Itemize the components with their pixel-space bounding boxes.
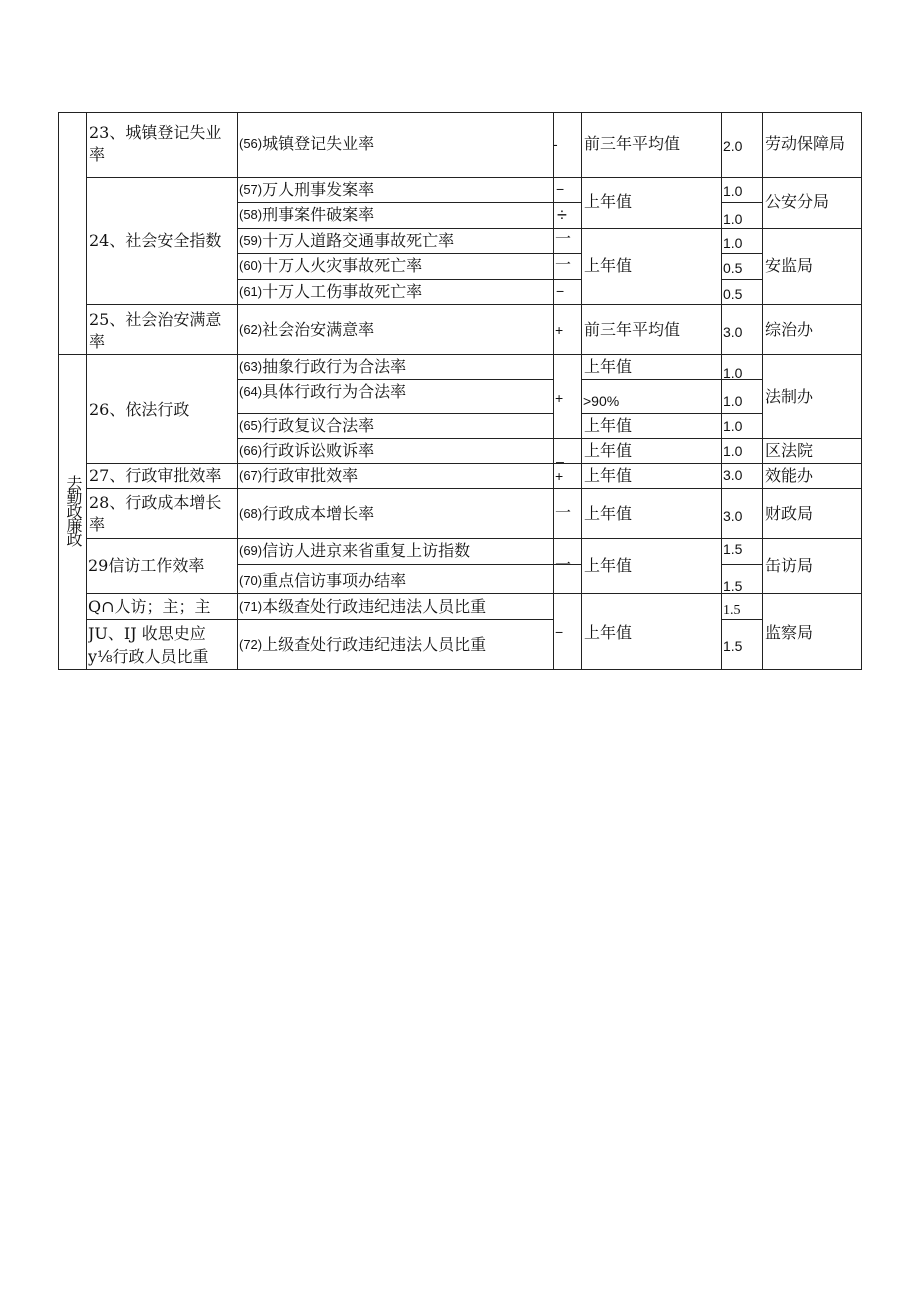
department: 财政局 [765,504,814,523]
standard-value: 前三年平均值 [584,320,681,339]
weight-value: 1.5 [723,578,743,594]
weight-value: 3.0 [723,467,743,483]
weight-value: 1.0 [723,183,743,199]
row-line [86,488,862,489]
table-border-right [861,112,862,670]
direction-mark: − [556,283,565,299]
standard-value: 上年值 [584,192,633,211]
department: 监察局 [765,623,814,642]
standard-value: 上年值 [584,556,633,575]
subrow-line [721,202,762,203]
department: 区法院 [765,441,814,460]
direction-mark: + [555,322,564,338]
table-border-bottom [58,669,862,670]
col-divider-5 [721,112,722,670]
department: 劳动保障局 [765,134,846,153]
weight-value: 2.0 [723,138,743,154]
item-label: 26、依法行政 [89,400,190,419]
direction-mark: 一 [555,555,572,574]
direction-mark: − [555,624,564,640]
subrow-line [237,413,553,414]
weight-value: 1.0 [723,211,743,227]
item-label: 27、行政审批效率 [89,466,222,485]
direction-mark: ÷ [557,205,567,225]
department: 效能办 [765,466,814,485]
weight-value: 1.0 [723,443,743,459]
standard-value: 上年值 [584,416,633,435]
col-divider-4 [581,112,582,670]
weight-value: 1.0 [723,235,743,251]
direction-mark: − [556,181,565,197]
weight-value: 1.5 [723,541,743,557]
direction-mark: + [555,390,564,406]
item-label: 29信访工作效率 [88,556,205,575]
weight-value: 0.5 [723,286,743,302]
direction-mark: _ [556,447,564,463]
subrow-line [553,202,581,203]
subrow-line [721,564,762,565]
indicator-cell: (66) 行政诉讼败诉率 [239,441,375,460]
standard-value: 上年值 [584,623,633,642]
weight-value: 3.0 [723,508,743,524]
department: 公安分局 [765,192,830,211]
indicator-cell: (57) 万人刑事发案率 [239,180,375,199]
subrow-line [721,279,762,280]
weight-value: 3.0 [723,324,743,340]
standard-value: 上年值 [584,256,633,275]
department: 缶访局 [765,556,814,575]
weight-value: 1.0 [723,418,743,434]
direction-mark: 一 [555,229,572,248]
indicator-cell: (61) 十万人工伤事故死亡率 [239,282,423,301]
table-border-top [58,112,862,113]
weight-value: 1.0 [723,393,743,409]
subrow-line [237,279,581,280]
row-line [86,177,862,178]
indicator-cell: (69) 信访人进京来省重复上访指数 [239,541,471,560]
department: 法制办 [765,387,814,406]
indicator-cell: (67) 行政审批效率 [239,466,359,485]
col-divider-2 [237,112,238,670]
subrow-line [237,202,553,203]
direction-mark: + [555,468,564,484]
subrow-line [237,228,862,229]
indicator-cell: (59) 十万人道路交通事故死亡率 [239,231,455,250]
indicator-cell: (65) 行政复议合法率 [239,416,375,435]
item-label-line: y⅛行政人员比重 [88,647,209,666]
indicator-cell: (60) 十万人火灾事故死亡率 [239,256,423,275]
department: 安监局 [765,256,814,275]
col-divider-1 [86,112,87,670]
item-label-line: JU、IJ 收思史应 [88,624,206,643]
standard-value: 上年值 [584,357,633,376]
indicator-cell: (71) 本级查处行政违纪违法人员比重 [239,597,487,616]
direction-mark: 一 [555,255,572,274]
standard-value: 前三年平均值 [584,134,681,153]
subrow-line [86,619,553,620]
standard-value: 上年值 [584,441,633,460]
weight-value: 1.5 [723,603,741,618]
standard-value: >90% [583,393,620,409]
table-border-left [58,112,59,670]
item-label: 28、行政成本增长率 [89,493,222,534]
subrow-line [237,564,581,565]
subrow-line [237,379,553,380]
direction-mark: 一 [555,503,572,522]
direction-mark: - [553,136,558,152]
item-label: 23、城镇登记失业率 [89,123,222,164]
item-label: 24、社会安全指数 [89,231,222,250]
department: 综治办 [765,320,814,339]
col-divider-6 [762,112,763,670]
indicator-cell: (56) 城镇登记失业率 [239,134,375,153]
category-label: 去勤政廉政 [64,475,83,545]
subrow-line [237,438,862,439]
weight-value: 0.5 [723,260,743,276]
standard-value: 上年值 [584,504,633,523]
indicator-cell: (62) 社会治安满意率 [239,320,375,339]
indicator-cell: (68) 行政成本增长率 [239,504,375,523]
indicator-cell: (64) 具体行政行为合法率 [239,382,407,401]
subrow-line [237,253,581,254]
weight-value: 1.0 [723,365,743,381]
indicator-cell: (72) 上级查处行政违纪违法人员比重 [239,635,487,654]
subrow-line [581,413,762,414]
standard-value: 上年值 [584,466,633,485]
col-divider-3 [553,112,554,670]
category-divider [58,354,862,355]
item-label: 25、社会治安满意率 [89,310,222,351]
item-label-line: Q∩人访；主；主 [88,597,211,616]
weight-value: 1.5 [723,638,743,654]
indicator-cell: (70) 重点信访事项办结率 [239,571,407,590]
indicator-cell: (58) 刑事案件破案率 [239,205,375,224]
indicator-cell: (63) 抽象行政行为合法率 [239,357,407,376]
